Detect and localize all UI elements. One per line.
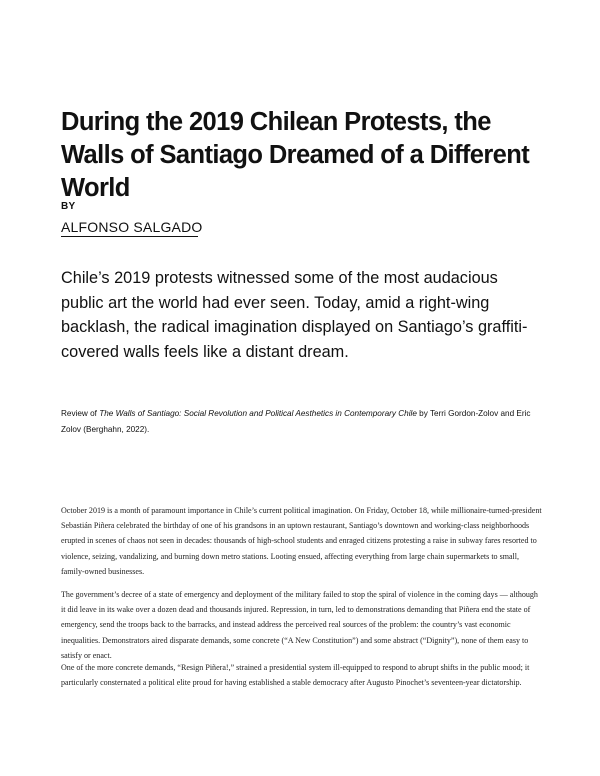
review-book-title: The Walls of Santiago: Social Revolution and Political Aesthetics in Contemporary Chile <box>99 409 417 418</box>
review-suffix: by Terri Gordon-Zolov and Eric Zolov (Berghahn, 2022). <box>61 409 531 434</box>
author-link[interactable]: ALFONSO SALGADO <box>61 219 203 235</box>
body-paragraph-2: The government’s decree of a state of emergency and deployment of the military failed to stop the spiral of violence in the coming days — although it did leave in its wake over a dozen dead and thousands injured. Repression, in turn, led to demonstrations demanding that Piñera end the state of emergency, send the troops back to the barracks, and instead address the perceived real sources of the problem: the country’s vast economic inequalities. Demonstrators aired disparate demands, some concrete (“A New Constitution”) and some abstract (“Dignity”), none of them easy to satisfy or enact. <box>61 590 538 660</box>
body-paragraph-3: One of the more concrete demands, “Resign Piñera!,” strained a presidential system ill-equipped to respond to abrupt shifts in the public mood; it particularly consternated a political elite proud for having established a stable democracy after Augusto Pinochet’s seventeen-year dictatorship. <box>61 663 530 688</box>
byline-label: BY <box>61 201 76 212</box>
review-prefix: Review of <box>61 409 100 418</box>
author-underline <box>61 236 198 237</box>
article-title: During the 2019 Chilean Protests, the Walls of Santiago Dreamed of a Different World <box>61 108 530 202</box>
review-note <box>61 406 551 438</box>
body-paragraph-1: October 2019 is a month of paramount importance in Chile’s current political imagination. On Friday, October 18, while millionaire-turned-president Sebastián Piñera celebrated the birthday of one of his grandsons in an uptown restaurant, Santiago’s downtown and working-class neighborhoods erupted in scenes of chaos not seen in decades: thousands of high-school students and enraged citizens protesting a raise in subway fares resorted to violence, seizing, vandalizing, and burning down metro stations. Looting ensued, affecting everything from large chain supermarkets to small, family-owned businesses. <box>61 506 542 576</box>
article-dek: Chile’s 2019 protests witnessed some of the most audacious public art the world had ever seen. Today, amid a right-wing backlash, the radical imagination displayed on Santiago’s graffiti-covered walls feels like a distant dream. <box>61 269 528 361</box>
